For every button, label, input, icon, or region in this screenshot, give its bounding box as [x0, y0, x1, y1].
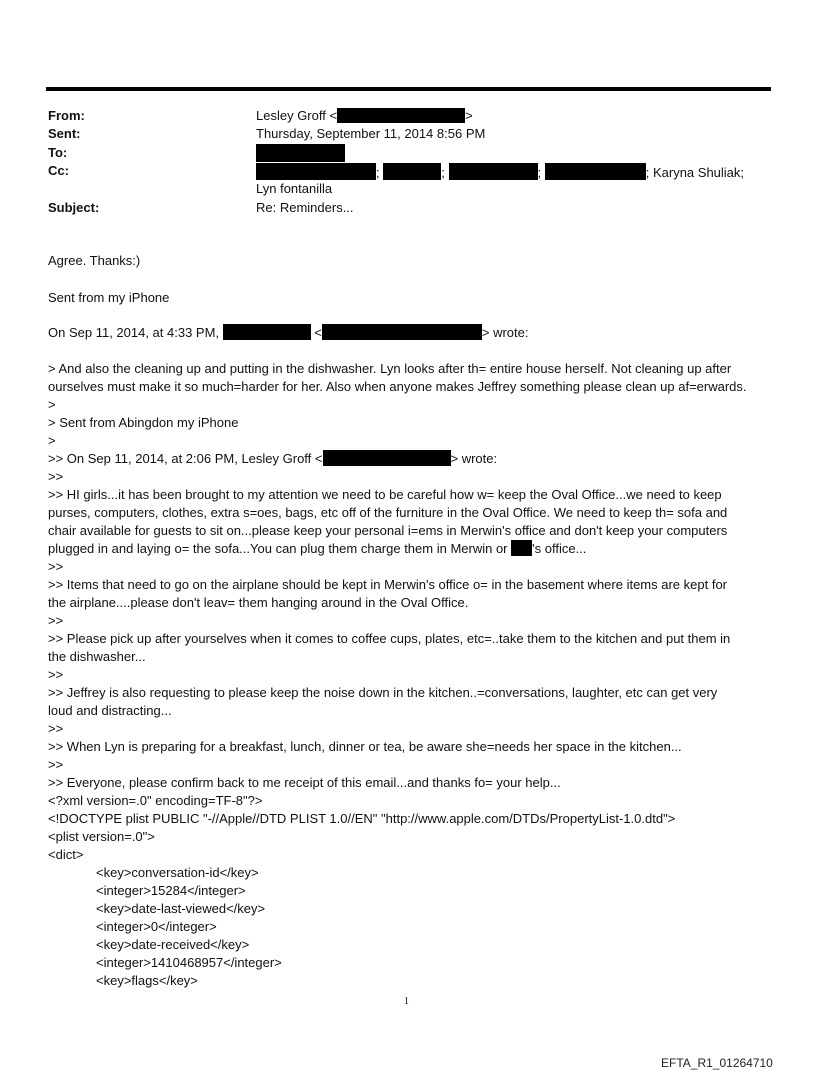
body-line: >> Please pick up after yourselves when it comes to coffee cups, plates, etc=..take them to the kitchen and put them in [48, 631, 731, 646]
body-line: > Sent from Abingdon my iPhone [48, 415, 239, 430]
redaction-box [256, 144, 345, 162]
body-line: > And also the cleaning up and putting in the dishwasher. Lyn looks after th= entire house herself. Not cleaning up after [48, 361, 732, 376]
quote-lt: < [314, 325, 322, 340]
redaction-box [323, 450, 451, 466]
sent-value: Thursday, September 11, 2014 8:56 PM [256, 126, 486, 141]
body-line: >> [48, 721, 64, 736]
cc-separator: ; [376, 165, 380, 180]
body-line: <?xml version=.0" encoding=TF-8"?> [48, 793, 263, 808]
body-line: <dict> [48, 847, 84, 862]
body-line: >> [48, 667, 64, 682]
to-label: To: [48, 145, 68, 160]
redaction-box [337, 108, 465, 123]
body-line: Agree. Thanks:) [48, 253, 141, 268]
body-line: <key>date-received</key> [96, 937, 250, 952]
from-label: From: [48, 108, 85, 123]
body-line: the airplane....please don't leav= them hanging around in the Oval Office. [48, 595, 469, 610]
body-text: plugged in and laying o= the sofa...You can plug them charge them in Merwin or [48, 541, 508, 556]
header-rule [46, 87, 771, 91]
body-line: ourselves must make it so much=harder for her. Also when anyone makes Jeffrey something please clean up af=erwards. [48, 379, 747, 394]
cc-named-recipient: ; Karyna Shuliak; [645, 165, 745, 180]
from-name: Lesley Groff < [256, 108, 338, 123]
redaction-box [223, 324, 311, 340]
body-line: <integer>15284</integer> [96, 883, 246, 898]
redaction-box [256, 163, 376, 180]
body-line: >> Everyone, please confirm back to me receipt of this email...and thanks fo= your help... [48, 775, 561, 790]
subject-label: Subject: [48, 200, 100, 215]
cc-separator: ; [537, 165, 542, 180]
body-line: >> [48, 757, 64, 772]
cc-value [256, 163, 744, 180]
body-line: <key>date-last-viewed</key> [96, 901, 266, 916]
body-line: >> When Lyn is preparing for a breakfast, lunch, dinner or tea, be aware she=needs her space in the kitchen... [48, 739, 682, 754]
body-line: <plist version=.0"> [48, 829, 155, 844]
body-line [48, 324, 529, 342]
body-line: >> [48, 613, 64, 628]
body-line [48, 540, 586, 558]
body-line: >> [48, 469, 64, 484]
redaction-box [449, 163, 538, 180]
subject-value: Re: Reminders... [256, 200, 354, 215]
quote-wrote: > wrote: [481, 325, 529, 340]
body-line: the dishwasher... [48, 649, 146, 664]
body-line [48, 450, 497, 468]
cc-label: Cc: [48, 163, 69, 178]
body-line: >> [48, 559, 64, 574]
redaction-box [322, 324, 482, 340]
page-number: 1 [404, 996, 409, 1007]
document-id: EFTA_R1_01264710 [661, 1056, 773, 1070]
body-line: >> Jeffrey is also requesting to please keep the noise down in the kitchen..=conversations, laughter, etc can get very [48, 685, 718, 700]
body-line: chair available for guests to sit on...please keep your personal i=ems in Merwin's office and don't keep your computers [48, 523, 728, 538]
sent-label: Sent: [48, 126, 81, 141]
redaction-box [511, 540, 532, 556]
body-line: > [48, 433, 56, 448]
to-value [256, 144, 345, 162]
body-line: >> Items that need to go on the airplane should be kept in Merwin's office o= in the basement where items are kept for [48, 577, 728, 592]
body-line: <integer>0</integer> [96, 919, 217, 934]
body-line: <key>flags</key> [96, 973, 198, 988]
quote-wrote: > wrote: [450, 451, 498, 466]
from-close: > [465, 108, 473, 123]
body-line: Sent from my iPhone [48, 290, 170, 305]
body-line: >> HI girls...it has been brought to my attention we need to be careful how w= keep the Oval Office...we need to keep [48, 487, 722, 502]
body-text: 's office... [532, 541, 587, 556]
from-value [256, 108, 473, 123]
body-line: <!DOCTYPE plist PUBLIC "-//Apple//DTD PLIST 1.0//EN" "http://www.apple.com/DTDs/PropertyList-1.0.dtd"> [48, 811, 676, 826]
redaction-box [383, 163, 441, 180]
body-line: <key>conversation-id</key> [96, 865, 259, 880]
redaction-box [545, 163, 646, 180]
quote-intro: On Sep 11, 2014, at 4:33 PM, [48, 325, 220, 340]
quote-intro: >> On Sep 11, 2014, at 2:06 PM, Lesley Groff < [48, 451, 323, 466]
cc-separator: ; [441, 165, 445, 180]
body-line: <integer>1410468957</integer> [96, 955, 282, 970]
body-line: loud and distracting... [48, 703, 172, 718]
body-line: > [48, 397, 56, 412]
cc-value-line2: Lyn fontanilla [256, 181, 333, 196]
body-line: purses, computers, clothes, extra s=oes, bags, etc off of the furniture in the Oval Office. We need to keep th= sofa and [48, 505, 728, 520]
